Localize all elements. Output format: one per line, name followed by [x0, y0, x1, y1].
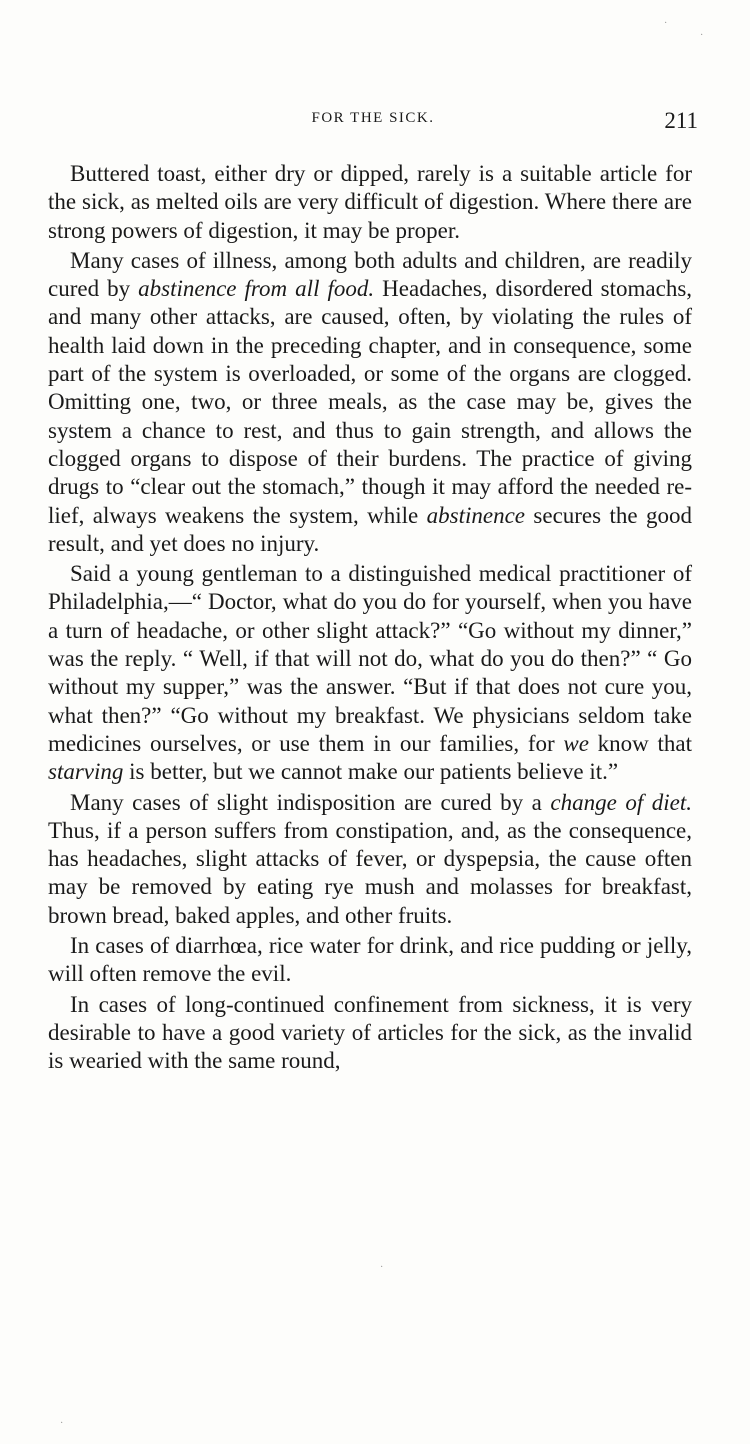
text-run: secures the good result, and yet does no injury. [48, 502, 692, 556]
italic-text: change of diet. [550, 789, 693, 815]
page-number: 211 [664, 108, 698, 133]
running-title: FOR THE SICK. [311, 110, 435, 126]
text-run: Buttered toast, either dry or dipped, rarely is a suitable article for the sick, as melted oils are very difficult of digestion. Where there are strong powers of digestion, it may be proper. [48, 161, 692, 243]
paragraph [48, 160, 692, 245]
text-run: is better, but we cannot make our patients believe it.” [123, 759, 619, 785]
italic-text: we [563, 730, 589, 756]
print-speck: · [60, 1418, 64, 1429]
italic-text: abstinence from all food. [138, 276, 375, 302]
italic-text: abstinence [426, 502, 526, 528]
paragraph [48, 932, 692, 989]
running-head [48, 108, 698, 148]
text-run: Headaches, disordered stomachs, and many other attacks, are caused, often, by violating the rules of health laid down in the preceding chapter, and in consequence, some part of the system is overloaded, or some of the organs are clogged. Omitting one, two, or three meals, as the case may be, gives the system a chance to rest, and thus to gain strength, and allows the clogged organs to dispose of their burdens. The practice of giving drugs to “clear out the stomach,” though it may afford the needed relief, always weakens the system, while [48, 276, 693, 528]
text-run: In cases of long-continued confinement from sickness, it is very desirable to have a good variety of articles for the sick, as the invalid is wearied with the same round, [48, 991, 692, 1074]
paragraph [48, 247, 692, 558]
print-speck: · [700, 30, 704, 41]
text-run: In cases of diarrhœa, rice water for drink, and rice pudding or jelly, will often remove the evil. [48, 933, 692, 987]
paragraph [48, 991, 692, 1076]
text-run: Many cases of slight indisposition are cured by a [70, 789, 551, 815]
text-run: Thus, if a person suffers from constipation, and, as the consequence, has headaches, slight attacks of fever, or dyspepsia, the cause often may be removed by eating rye mush and molasses for breakfast, brown bread, baked apples, and other fruits. [48, 817, 692, 928]
text-run: Said a young gentleman to a distinguished medical practitioner of Philadelphia,—“ Doctor, what do you do for yourself, when you have a turn of headache, or other slight attack?” “Go without my dinner,” was the reply. “ Well, if that will not do, what do you do then?” “ Go without my supper,” was the answer. “But if that does not cure you, what then?” “Go without my breakfast. We physicians seldom take medicines ourselves, or use them in our families, for [48, 561, 692, 756]
text-run: know that [588, 730, 692, 756]
body-text [48, 160, 692, 1078]
paragraph [48, 560, 692, 786]
print-speck: · [380, 1262, 384, 1273]
paragraph [48, 789, 692, 930]
text-run: Many cases of illness, among both adults and children, are readily cured by [48, 247, 692, 302]
print-speck: · [664, 18, 668, 29]
italic-text: starving [48, 759, 124, 785]
